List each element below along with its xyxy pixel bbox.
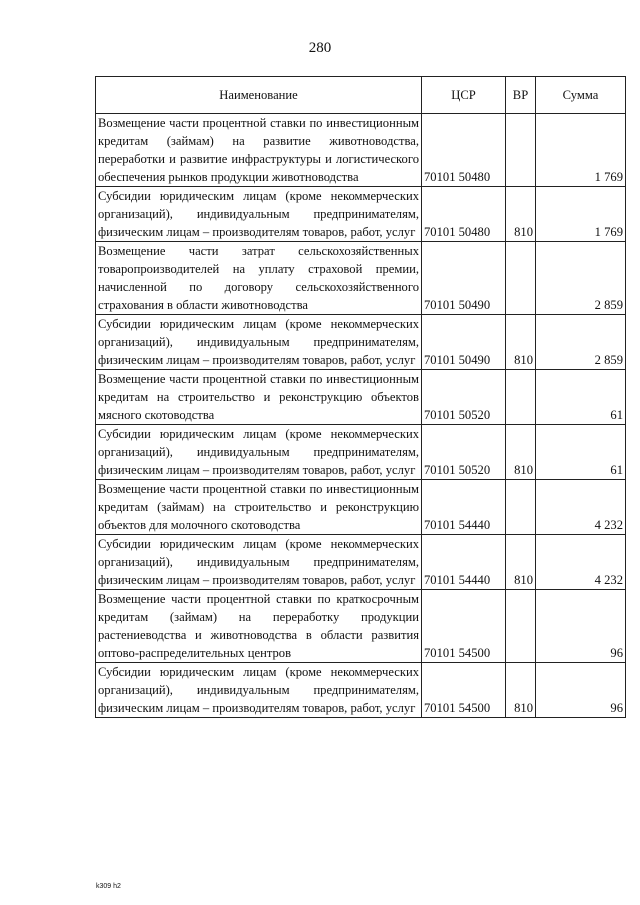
cell-sum: 4 232 [536, 535, 626, 590]
cell-name: Возмещение части процентной ставки по инвестиционным кредитам (займам) на строительство и реконструкцию объектов для молочного скотоводства [96, 480, 422, 535]
cell-name: Возмещение части процентной ставки по краткосрочным кредитам (займам) на переработку продукции растениеводства и животноводства в области развития оптово-распределительных центров [96, 590, 422, 663]
cell-sum: 61 [536, 370, 626, 425]
cell-name: Возмещение части процентной ставки по инвестиционным кредитам на строительство и реконструкцию объектов мясного скотоводства [96, 370, 422, 425]
table-row [96, 370, 626, 425]
cell-vr [506, 242, 536, 315]
cell-name: Возмещение части процентной ставки по инвестиционным кредитам (займам) на развитие животноводства, переработки и развитие инфраструктуры и логистического обеспечения рынков продукции животноводства [96, 114, 422, 187]
cell-name: Субсидии юридическим лицам (кроме некоммерческих организаций), индивидуальным предпринимателям, физическим лицам – производителям товаров, работ, услуг [96, 663, 422, 718]
table-row [96, 187, 626, 242]
header-name: Наименование [96, 77, 422, 114]
cell-csr: 70101 50520 [422, 425, 506, 480]
cell-csr: 70101 50490 [422, 315, 506, 370]
cell-sum: 96 [536, 663, 626, 718]
table-header-row [96, 77, 626, 114]
cell-vr: 810 [506, 425, 536, 480]
table-row [96, 425, 626, 480]
cell-vr: 810 [506, 315, 536, 370]
cell-sum: 2 859 [536, 315, 626, 370]
cell-csr: 70101 54500 [422, 590, 506, 663]
footer-code: k309 h2 [96, 883, 121, 890]
cell-name: Субсидии юридическим лицам (кроме некоммерческих организаций), индивидуальным предпринимателям, физическим лицам – производителям товаров, работ, услуг [96, 315, 422, 370]
cell-sum: 61 [536, 425, 626, 480]
table-row [96, 663, 626, 718]
cell-name: Субсидии юридическим лицам (кроме некоммерческих организаций), индивидуальным предпринимателям, физическим лицам – производителям товаров, работ, услуг [96, 535, 422, 590]
cell-sum: 96 [536, 590, 626, 663]
header-vr: ВР [506, 77, 536, 114]
cell-csr: 70101 50480 [422, 114, 506, 187]
cell-vr: 810 [506, 663, 536, 718]
table-row [96, 590, 626, 663]
cell-csr: 70101 50520 [422, 370, 506, 425]
table-row [96, 535, 626, 590]
cell-sum: 4 232 [536, 480, 626, 535]
cell-name: Субсидии юридическим лицам (кроме некоммерческих организаций), индивидуальным предпринимателям, физическим лицам – производителям товаров, работ, услуг [96, 425, 422, 480]
cell-sum: 1 769 [536, 114, 626, 187]
table-row [96, 480, 626, 535]
cell-vr [506, 480, 536, 535]
cell-vr [506, 370, 536, 425]
table-row [96, 114, 626, 187]
cell-csr: 70101 50480 [422, 187, 506, 242]
cell-vr [506, 590, 536, 663]
cell-csr: 70101 54440 [422, 480, 506, 535]
cell-csr: 70101 50490 [422, 242, 506, 315]
table-row [96, 315, 626, 370]
cell-sum: 2 859 [536, 242, 626, 315]
cell-sum: 1 769 [536, 187, 626, 242]
header-csr: ЦСР [422, 77, 506, 114]
cell-vr: 810 [506, 535, 536, 590]
header-sum: Сумма [536, 77, 626, 114]
cell-name: Возмещение части затрат сельскохозяйственных товаропроизводителей на уплату страховой премии, начисленной по договору сельскохозяйственного страхования в области животноводства [96, 242, 422, 315]
cell-csr: 70101 54500 [422, 663, 506, 718]
cell-vr [506, 114, 536, 187]
cell-csr: 70101 54440 [422, 535, 506, 590]
table-row [96, 242, 626, 315]
budget-table [95, 76, 626, 718]
cell-vr: 810 [506, 187, 536, 242]
page-number: 280 [308, 40, 332, 56]
cell-name: Субсидии юридическим лицам (кроме некоммерческих организаций), индивидуальным предпринимателям, физическим лицам – производителям товаров, работ, услуг [96, 187, 422, 242]
